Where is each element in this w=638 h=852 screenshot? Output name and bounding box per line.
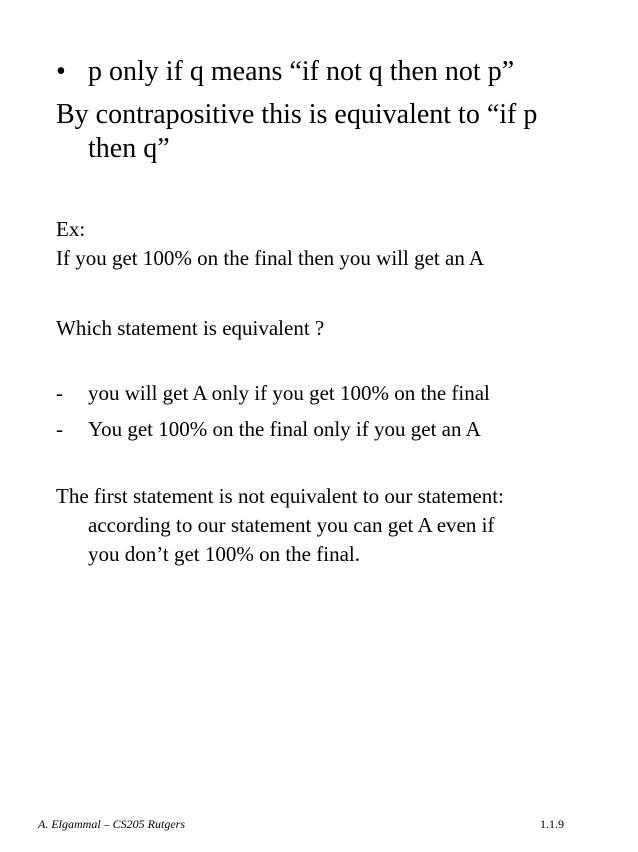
bullet-marker: • [56, 56, 66, 87]
option-text: You get 100% on the final only if you get an A [88, 417, 481, 441]
footer-author: A. Elgammal – CS205 Rutgers [38, 817, 185, 831]
contrapositive-line-2: then q” [88, 133, 170, 164]
example-statement: If you get 100% on the final then you will get an A [56, 246, 485, 270]
bullet-statement: p only if q means “if not q then not p” [88, 56, 515, 87]
option-text: you will get A only if you get 100% on the final [88, 381, 490, 405]
contrapositive-line-1: By contrapositive this is equivalent to “if p [56, 99, 538, 130]
question-text: Which statement is equivalent ? [56, 316, 325, 340]
explanation-line-3: you don’t get 100% on the final. [88, 542, 360, 566]
option-marker: - [56, 417, 63, 441]
option-marker: - [56, 381, 63, 405]
footer-page-number: 1.1.9 [540, 817, 564, 831]
explanation-line-1: The first statement is not equivalent to our statement: [56, 484, 504, 508]
example-label: Ex: [56, 217, 86, 241]
explanation-line-2: according to our statement you can get A even if [88, 513, 495, 537]
